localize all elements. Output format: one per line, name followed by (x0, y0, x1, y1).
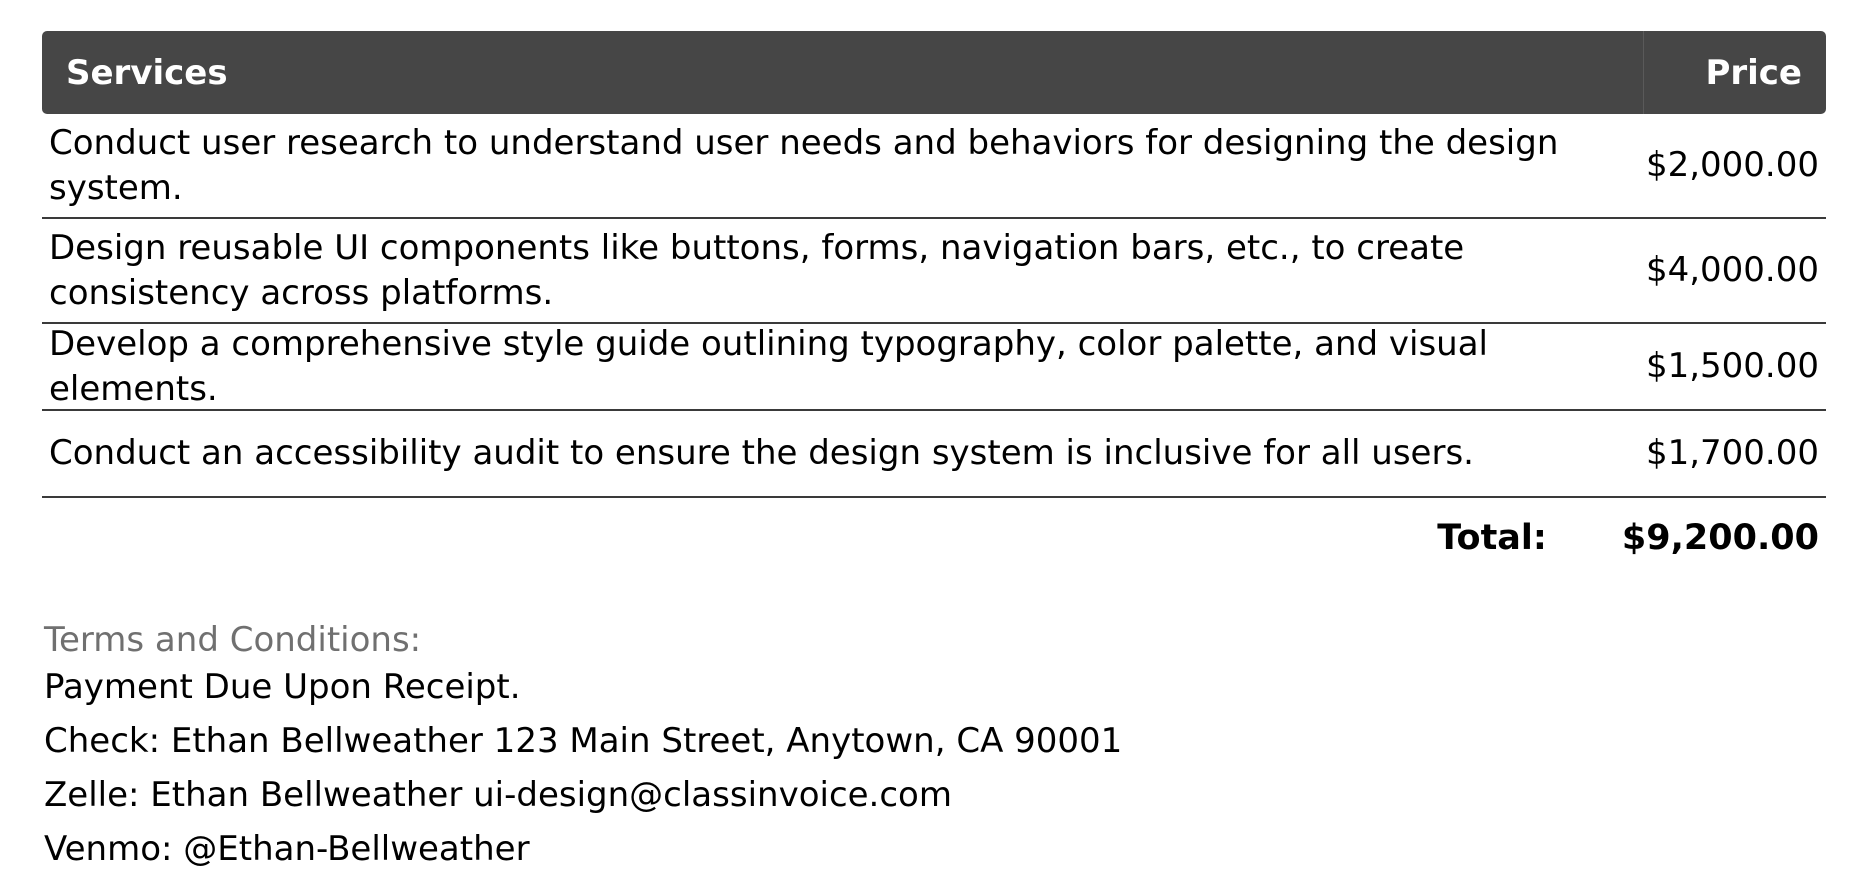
payment-due-line: Payment Due Upon Receipt. (44, 667, 521, 707)
table-header (42, 31, 1826, 114)
services-table (42, 31, 1826, 578)
service-price: $1,700.00 (1645, 433, 1819, 473)
venmo-payment-line: Venmo: @Ethan-Bellweather (44, 829, 530, 869)
zelle-payment-line: Zelle: Ethan Bellweather ui-design@classinvoice.com (44, 775, 952, 815)
service-description: Conduct user research to understand user needs and behaviors for designing the design system. (49, 122, 1559, 208)
price-column-header: Price (1705, 52, 1802, 93)
table-row (42, 114, 1826, 219)
table-row (42, 411, 1826, 498)
services-column-header: Services (42, 31, 1644, 114)
service-price: $4,000.00 (1645, 250, 1819, 290)
total-label: Total: (1437, 518, 1547, 558)
terms-title: Terms and Conditions: (44, 620, 422, 660)
service-description: Develop a comprehensive style guide outlining typography, color palette, and visual elements. (49, 323, 1489, 409)
terms-section (44, 620, 1122, 876)
total-value: $9,200.00 (1621, 518, 1819, 558)
check-payment-line: Check: Ethan Bellweather 123 Main Street, Anytown, CA 90001 (44, 721, 1123, 761)
table-row (42, 219, 1826, 324)
table-row (42, 324, 1826, 411)
service-price: $1,500.00 (1645, 346, 1819, 386)
service-price: $2,000.00 (1645, 145, 1819, 185)
service-description: Design reusable UI components like buttons, forms, navigation bars, etc., to create consistency across platforms. (49, 227, 1465, 313)
service-description: Conduct an accessibility audit to ensure the design system is inclusive for all users. (49, 433, 1474, 473)
total-row (42, 498, 1826, 578)
